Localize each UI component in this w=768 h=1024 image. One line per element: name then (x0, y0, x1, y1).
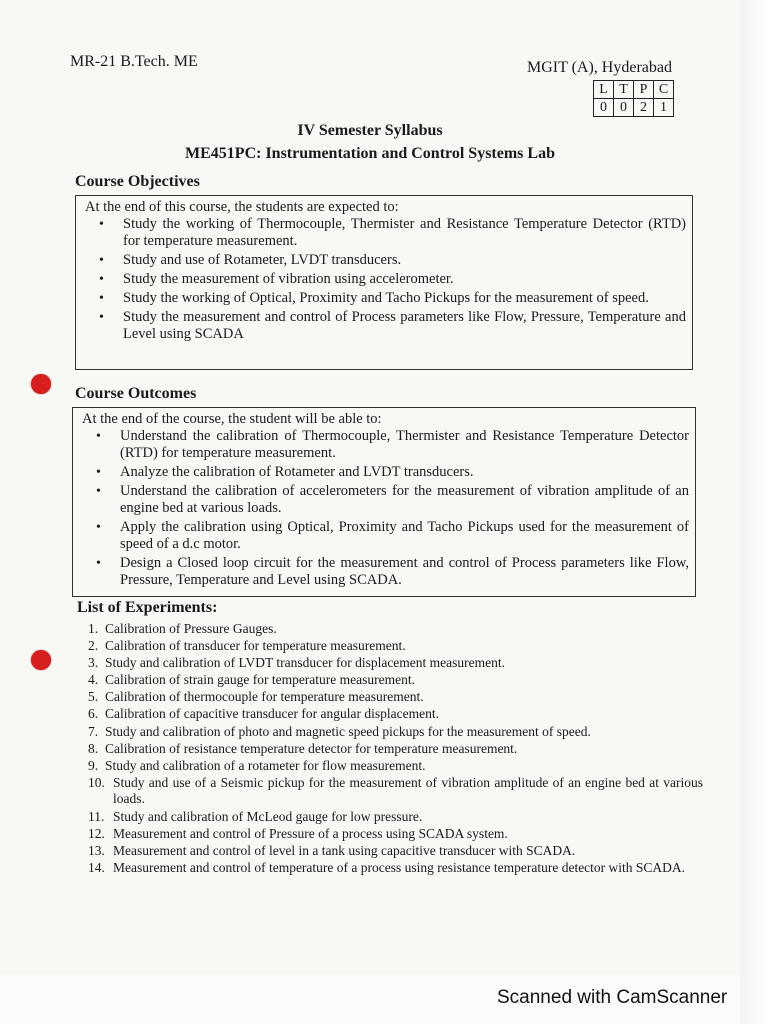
outcome-item: • Analyze the calibration of Rotameter and LVDT transducers. (82, 464, 689, 481)
outcome-item: • Design a Closed loop circuit for the measurement and control of Process parameters like Flow, Pressure, Temperature and Level using SCADA. (82, 555, 689, 589)
ltpc-value: 0 (614, 99, 634, 117)
objective-item: • Study the measurement and control of Process parameters like Flow, Pressure, Temperature and Level using SCADA (85, 309, 686, 343)
experiment-item (88, 741, 703, 758)
semester-title: IV Semester Syllabus (297, 122, 443, 139)
ltpc-value: 0 (594, 99, 614, 117)
objective-item: • Study the measurement of vibration using accelerometer. (85, 271, 686, 288)
experiment-text: Measurement and control of Pressure of a process using SCADA system. (113, 825, 508, 841)
institute-name: MGIT (A), Hyderabad (527, 59, 672, 76)
outcomes-box (72, 407, 696, 597)
ltpc-label: T (614, 81, 634, 99)
outcomes-list (82, 428, 689, 589)
objective-item: • Study the working of Optical, Proximity and Tacho Pickups for the measurement of speed. (85, 290, 686, 307)
experiment-item (88, 638, 703, 655)
experiment-item (88, 826, 703, 843)
experiment-item (88, 758, 703, 775)
experiment-item (88, 775, 703, 808)
experiment-number: 14. (88, 859, 105, 875)
experiment-number: 10. (88, 774, 105, 790)
red-marker-dot (31, 650, 51, 670)
experiment-number: 1. (88, 621, 99, 636)
outcomes-intro: At the end of the course, the student will be able to: (82, 411, 382, 427)
red-marker-dot (31, 374, 51, 394)
outcome-item: • Understand the calibration of Thermocouple, Thermister and Resistance Temperature Detector (RTD) for temperature measurement. (82, 428, 689, 462)
program-code: MR-21 B.Tech. ME (70, 53, 198, 70)
objectives-heading: Course Objectives (75, 173, 200, 190)
experiment-text: Calibration of Pressure Gauges. (105, 621, 277, 636)
experiment-number: 12. (88, 825, 105, 841)
objectives-list (85, 216, 686, 343)
experiment-number: 11. (88, 808, 105, 824)
experiment-text: Calibration of strain gauge for temperature measurement. (105, 672, 416, 688)
experiments-list (88, 621, 703, 877)
experiments-heading: List of Experiments: (77, 599, 218, 616)
experiment-number: 2. (88, 638, 99, 654)
experiment-text: Study and use of a Seismic pickup for the measurement of vibration amplitude of an engine bed at various loads. (113, 774, 703, 807)
experiment-item (88, 724, 703, 741)
experiment-text: Calibration of transducer for temperature measurement. (105, 638, 406, 654)
experiment-text: Calibration of resistance temperature detector for temperature measurement. (105, 740, 518, 756)
ltpc-label: P (634, 81, 654, 99)
experiment-item (88, 621, 703, 638)
experiment-item (88, 809, 703, 826)
experiment-item (88, 672, 703, 689)
experiment-text: Measurement and control of temperature of a process using resistance temperature detector with SCADA. (113, 859, 686, 875)
objective-item: • Study the working of Thermocouple, Thermister and Resistance Temperature Detector (RTD) for temperature measurement. (85, 216, 686, 250)
objectives-box (75, 195, 693, 370)
experiment-text: Study and calibration of a rotameter for flow measurement. (105, 757, 426, 773)
page-edge (740, 0, 768, 1024)
experiment-item (88, 655, 703, 672)
experiment-number: 8. (88, 740, 99, 756)
course-title: ME451PC: Instrumentation and Control Systems Lab (185, 145, 555, 162)
experiment-number: 6. (88, 706, 99, 722)
ltpc-label: L (594, 81, 614, 99)
experiment-number: 4. (88, 672, 99, 688)
outcome-item: • Apply the calibration using Optical, Proximity and Tacho Pickups used for the measurement of speed of a d.c motor. (82, 519, 689, 553)
experiment-item (88, 843, 703, 860)
experiment-text: Study and calibration of McLeod gauge for low pressure. (113, 808, 423, 824)
experiment-number: 13. (88, 842, 105, 858)
objective-item: • Study and use of Rotameter, LVDT transducers. (85, 252, 686, 269)
experiment-number: 3. (88, 655, 99, 671)
outcomes-heading: Course Outcomes (75, 385, 197, 402)
ltpc-value: 2 (634, 99, 654, 117)
experiment-text: Study and calibration of photo and magnetic speed pickups for the measurement of speed. (105, 723, 591, 739)
ltpc-table (593, 80, 674, 117)
experiment-item (88, 706, 703, 723)
ltpc-value: 1 (654, 99, 674, 117)
experiment-number: 7. (88, 723, 99, 739)
experiment-text: Calibration of thermocouple for temperature measurement. (105, 689, 424, 705)
experiment-text: Calibration of capacitive transducer for angular displacement. (105, 706, 439, 722)
experiment-text: Measurement and control of level in a tank using capacitive transducer with SCADA. (113, 842, 576, 858)
objectives-intro: At the end of this course, the students are expected to: (85, 199, 399, 215)
camscanner-watermark: Scanned with CamScanner (497, 987, 728, 1008)
experiment-item (88, 860, 703, 877)
experiment-number: 9. (88, 757, 99, 773)
experiment-text: Study and calibration of LVDT transducer for displacement measurement. (105, 655, 506, 671)
ltpc-label: C (654, 81, 674, 99)
experiment-number: 5. (88, 689, 99, 705)
experiment-item (88, 689, 703, 706)
outcome-item: • Understand the calibration of accelerometers for the measurement of vibration amplitude of an engine bed at various loads. (82, 483, 689, 517)
